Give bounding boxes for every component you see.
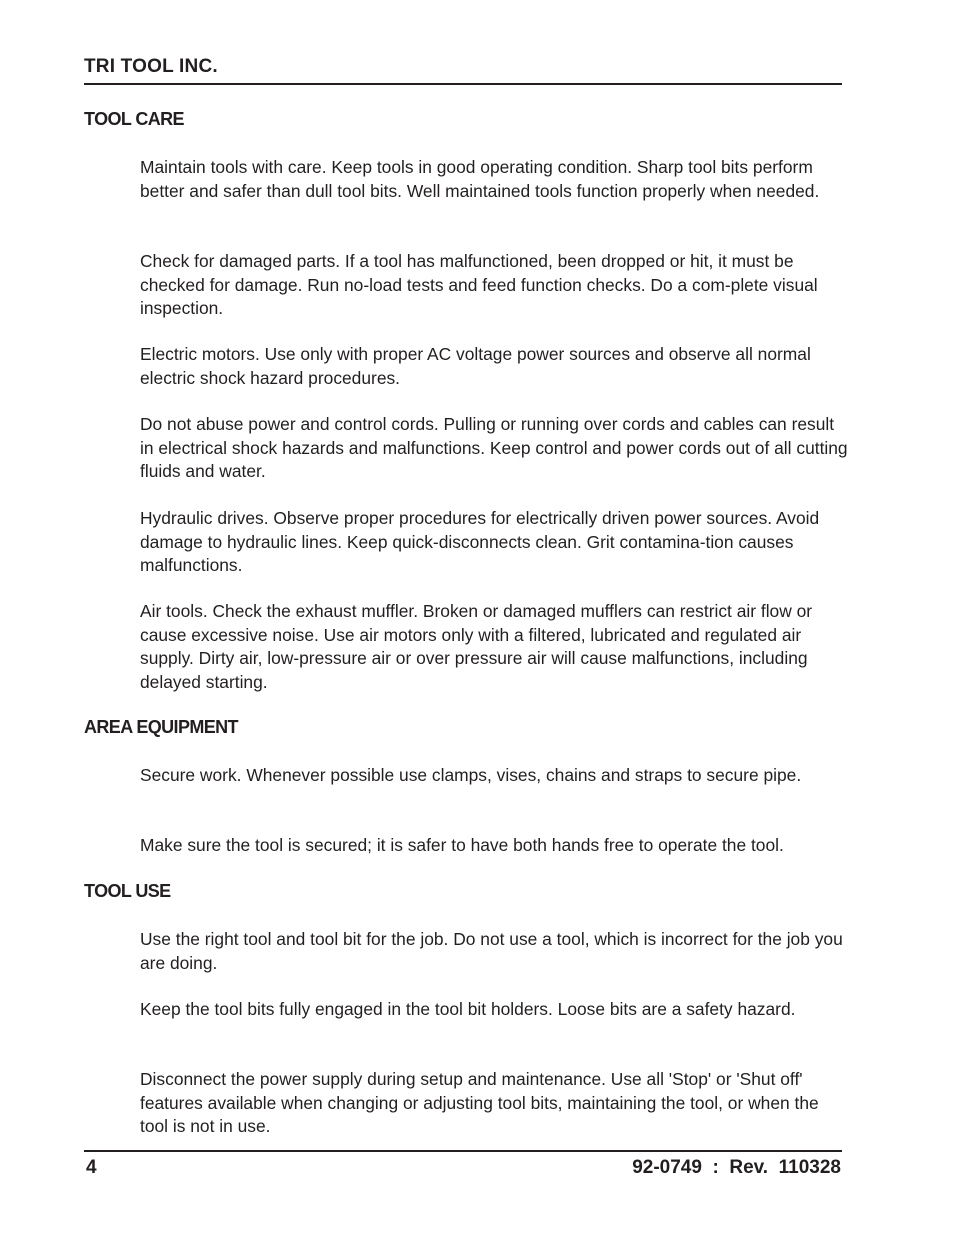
paragraph-damaged-parts: Check for damaged parts. If a tool has malfunctioned, been dropped or hit, it must be checked for damage. Run no-load tests and feed function checks. Do a com-plete visual inspection. — [140, 251, 818, 318]
paragraph-electric-motors: Electric motors. Use only with proper AC voltage power sources and observe all normal electric shock hazard procedures. — [140, 344, 811, 388]
paragraph-tool-bits-engaged: Keep the tool bits fully engaged in the tool bit holders. Loose bits are a safety hazard. — [140, 999, 796, 1019]
page-header-title: TRI TOOL INC. — [84, 56, 218, 77]
header-rule — [84, 83, 842, 85]
footer-rule — [84, 1150, 842, 1152]
section-heading-tool-use: TOOL USE — [84, 881, 171, 901]
paragraph-secure-work: Secure work. Whenever possible use clamps, vises, chains and straps to secure pipe. — [140, 765, 802, 785]
section-heading-area-equipment: AREA EQUIPMENT — [84, 717, 238, 737]
paragraph-hydraulic-drives: Hydraulic drives. Observe proper procedures for electrically driven power sources. Avoid damage to hydraulic lines. Keep quick-disconnects clean. Grit contamina-tion causes malfunctions. — [140, 508, 820, 575]
section-heading-tool-care: TOOL CARE — [84, 109, 184, 129]
footer-page-number: 4 — [86, 1157, 97, 1178]
paragraph-tool-secured: Make sure the tool is secured; it is safer to have both hands free to operate the tool. — [140, 835, 784, 855]
paragraph-air-tools: Air tools. Check the exhaust muffler. Broken or damaged mufflers can restrict air flow or cause excessive noise. Use air motors only with a filtered, lubricated and regulated air supply. Dirty air, low-pressure air or over pressure air will cause malfunctions, including delayed starting. — [140, 601, 813, 692]
paragraph-disconnect-power: Disconnect the power supply during setup and maintenance. Use all 'Stop' or 'Shut off' features available when changing or adjusting tool bits, maintaining the tool, or when the tool is not in use. — [140, 1069, 819, 1136]
paragraph-maintain-tools: Maintain tools with care. Keep tools in good operating condition. Sharp tool bits perform better and safer than dull tool bits. Well maintained tools function properly when needed. — [140, 157, 820, 201]
footer-doc-revision: 92-0749 : Rev. 110328 — [632, 1157, 841, 1178]
paragraph-right-tool: Use the right tool and tool bit for the job. Do not use a tool, which is incorrect for the job you are doing. — [140, 929, 843, 973]
paragraph-power-cords: Do not abuse power and control cords. Pulling or running over cords and cables can result in electrical shock hazards and malfunctions. Keep control and power cords out of all cutting fluids and water. — [140, 414, 848, 481]
